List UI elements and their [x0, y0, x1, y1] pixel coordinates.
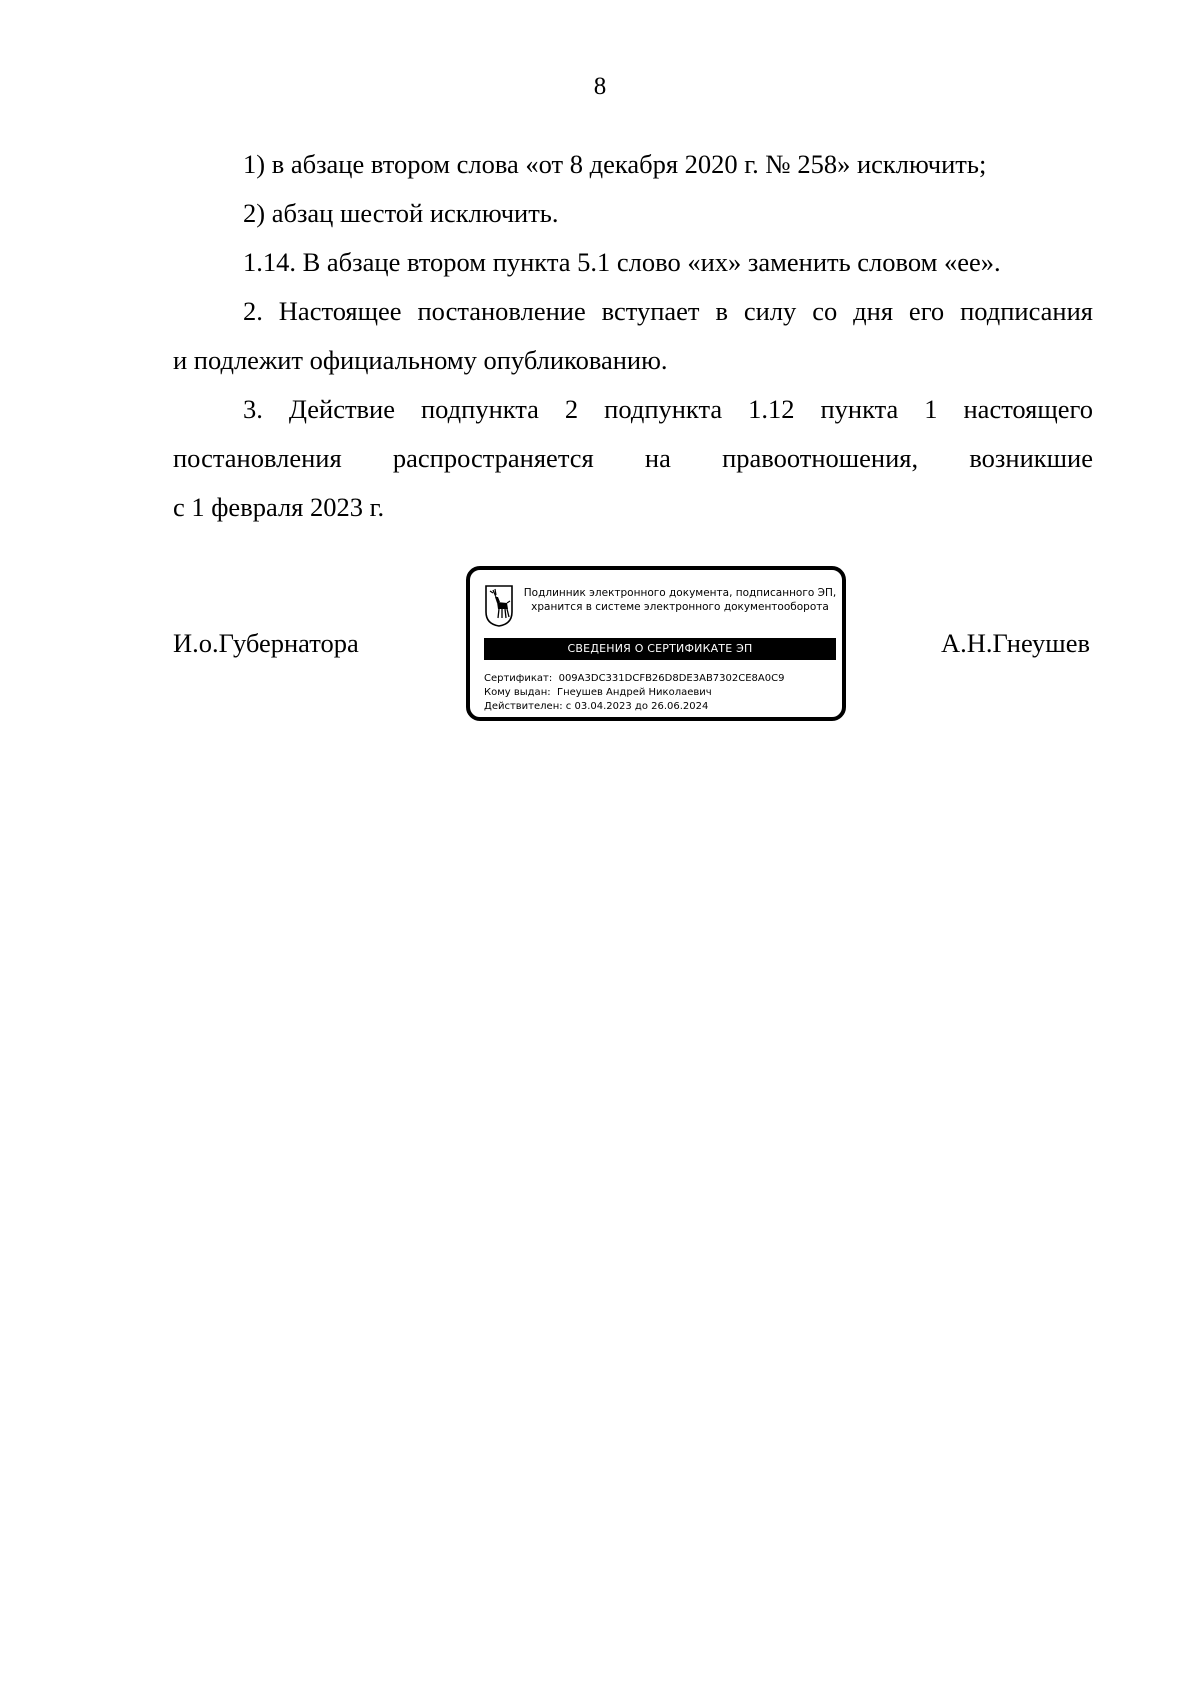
stamp-header-line-1: Подлинник электронного документа, подписанного ЭП, — [523, 587, 837, 599]
stamp-header-line-2: хранится в системе электронного документооборота — [531, 601, 829, 613]
paragraph-3: 1.14. В абзаце втором пункта 5.1 слово «их» заменить словом «ее». — [243, 247, 1001, 277]
paragraph-5-line-3: с 1 февраля 2023 г. — [173, 492, 385, 522]
signature-block — [0, 566, 1200, 731]
paragraph-5-line-2: постановления распространяется на правоотношения, возникшие — [173, 443, 1093, 473]
validity-value: с 03.04.2023 до 26.06.2024 — [565, 701, 709, 712]
paragraph-4 — [173, 287, 1093, 385]
validity-row — [484, 700, 840, 714]
electronic-signature-stamp — [466, 566, 846, 721]
stamp-certificate-title: СВЕДЕНИЯ О СЕРТИФИКАТЕ ЭП — [484, 638, 836, 660]
certificate-row — [484, 672, 840, 686]
paragraph-5 — [173, 385, 1093, 532]
validity-label: Действителен: — [484, 701, 563, 712]
paragraph-5-line-1: 3. Действие подпункта 2 подпункта 1.12 пункта 1 настоящего — [243, 394, 1093, 424]
page-number: 8 — [593, 73, 607, 100]
signer-name: А.Н.Гнеушев — [940, 628, 1090, 658]
certificate-label: Сертификат: — [484, 673, 553, 684]
paragraph-1: 1) в абзаце втором слова «от 8 декабря 2020 г. № 258» исключить; — [243, 149, 987, 179]
document-body — [173, 140, 1093, 532]
stamp-header — [520, 586, 840, 614]
stamp-details — [484, 672, 840, 714]
signer-position: И.о.Губернатора — [173, 628, 359, 658]
paragraph-2: 2) абзац шестой исключить. — [243, 198, 559, 228]
coat-of-arms-icon — [484, 584, 514, 628]
issued-to-label: Кому выдан: — [484, 687, 551, 698]
issued-to-row — [484, 686, 840, 700]
issued-to-value: Гнеушев Андрей Николаевич — [556, 687, 712, 698]
certificate-value: 009A3DC331DCFB26D8DE3AB7302CE8A0C9 — [558, 673, 785, 684]
paragraph-4-line-2: и подлежит официальному опубликованию. — [173, 345, 668, 375]
paragraph-4-line-1: 2. Настоящее постановление вступает в силу со дня его подписания — [243, 296, 1093, 326]
